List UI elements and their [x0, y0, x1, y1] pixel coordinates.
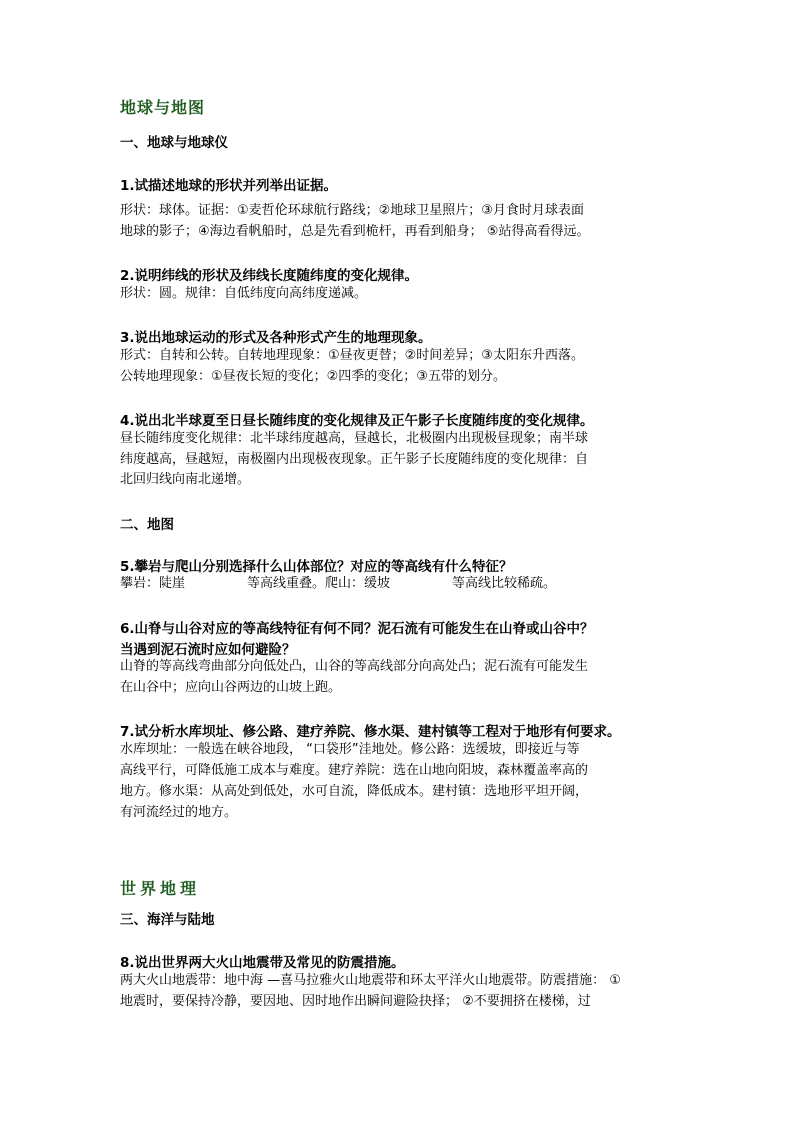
answer-6-line-2: 在山谷中；应向山谷两边的山坡上跑。 — [120, 680, 342, 695]
answer-7-line-3: 地方。修水渠：从高处到低处，水可自流，降低成本。建村镇：选地形平坦开阔， — [120, 784, 589, 799]
question-7: 7.试分析水库坝址、修公路、建疗养院、修水渠、建村镇等工程对于地形有何要求。 — [120, 724, 621, 740]
question-1: 1.试描述地球的形状并列举出证据。 — [120, 178, 338, 194]
section-title-earth-and-map: 地球与地图 — [120, 98, 206, 117]
answer-4-line-2: 纬度越高，昼越短，南极圈内出现极夜现象。正午影子长度随纬度的变化规律：自 — [120, 452, 589, 467]
answer-1-line-2: 地球的影子；④海边看帆船时，总是先看到桅杆，再看到船身； ⑤站得高看得远。 — [120, 224, 590, 239]
answer-5-part-a: 攀岩：陡崖 — [120, 576, 186, 591]
question-6-line-2: 当遇到泥石流时应如何避险？ — [120, 642, 296, 658]
answer-1-line-1: 形状：球体。证据：①麦哲伦环球航行路线；②地球卫星照片；③月食时月球表面 — [120, 203, 584, 218]
question-8: 8.说出世界两大火山地震带及常见的防震措施。 — [120, 955, 405, 971]
subsection-earth-and-globe: 一、地球与地球仪 — [120, 135, 228, 151]
section-title-world-geography: 世界地理 — [120, 879, 201, 898]
answer-6-line-1: 山脊的等高线弯曲部分向低处凸，山谷的等高线部分向高处凸；泥石流有可能发生 — [120, 659, 589, 674]
answer-7-line-4: 有河流经过的地方。 — [120, 805, 238, 820]
answer-2-line-1: 形状：圆。规律：自低纬度向高纬度递减。 — [120, 286, 368, 301]
answer-5-part-c: 等高线比较稀疏。 — [452, 576, 557, 591]
subsection-map: 二、地图 — [120, 517, 174, 533]
question-6-line-1: 6.山脊与山谷对应的等高线特征有何不同？泥石流有可能发生在山脊或山谷中？ — [120, 621, 594, 637]
answer-3-line-1: 形式：自转和公转。自转地理现象：①昼夜更替；②时间差异；③太阳东升西落。 — [120, 348, 584, 363]
question-3: 3.说出地球运动的形式及各种形式产生的地理现象。 — [120, 330, 432, 346]
question-4: 4.说出北半球夏至日昼长随纬度的变化规律及正午影子长度随纬度的变化规律。 — [120, 413, 594, 429]
answer-4-line-1: 昼长随纬度变化规律：北半球纬度越高，昼越长，北极圈内出现极昼现象；南半球 — [120, 431, 589, 446]
answer-5-line-1 — [120, 574, 556, 595]
answer-7-line-1: 水库坝址：一般选在峡谷地段， “口袋形”洼地处。修公路：选缓坡，即接近与等 — [120, 742, 580, 757]
question-5: 5.攀岩与爬山分别选择什么山体部位？对应的等高线有什么特征？ — [120, 559, 513, 575]
answer-8-line-1: 两大火山地震带：地中海 —喜马拉雅火山地震带和环太平洋火山地震带。防震措施： ① — [120, 973, 621, 988]
answer-7-line-2: 高线平行，可降低施工成本与难度。建疗养院：选在山地向阳坡，森林覆盖率高的 — [120, 763, 589, 778]
answer-8-line-2: 地震时，要保持冷静，要因地、因时地作出瞬间避险抉择； ②不要拥挤在楼梯，过 — [120, 994, 591, 1009]
answer-4-line-3: 北回归线向南北递增。 — [120, 472, 251, 487]
subsection-ocean-and-land: 三、海洋与陆地 — [120, 912, 215, 928]
answer-3-line-2: 公转地理现象：①昼夜长短的变化；②四季的变化；③五带的划分。 — [120, 369, 506, 384]
question-2: 2.说明纬线的形状及纬线长度随纬度的变化规律。 — [120, 268, 419, 284]
answer-5-part-b: 等高线重叠。爬山：缓坡 — [247, 576, 391, 591]
